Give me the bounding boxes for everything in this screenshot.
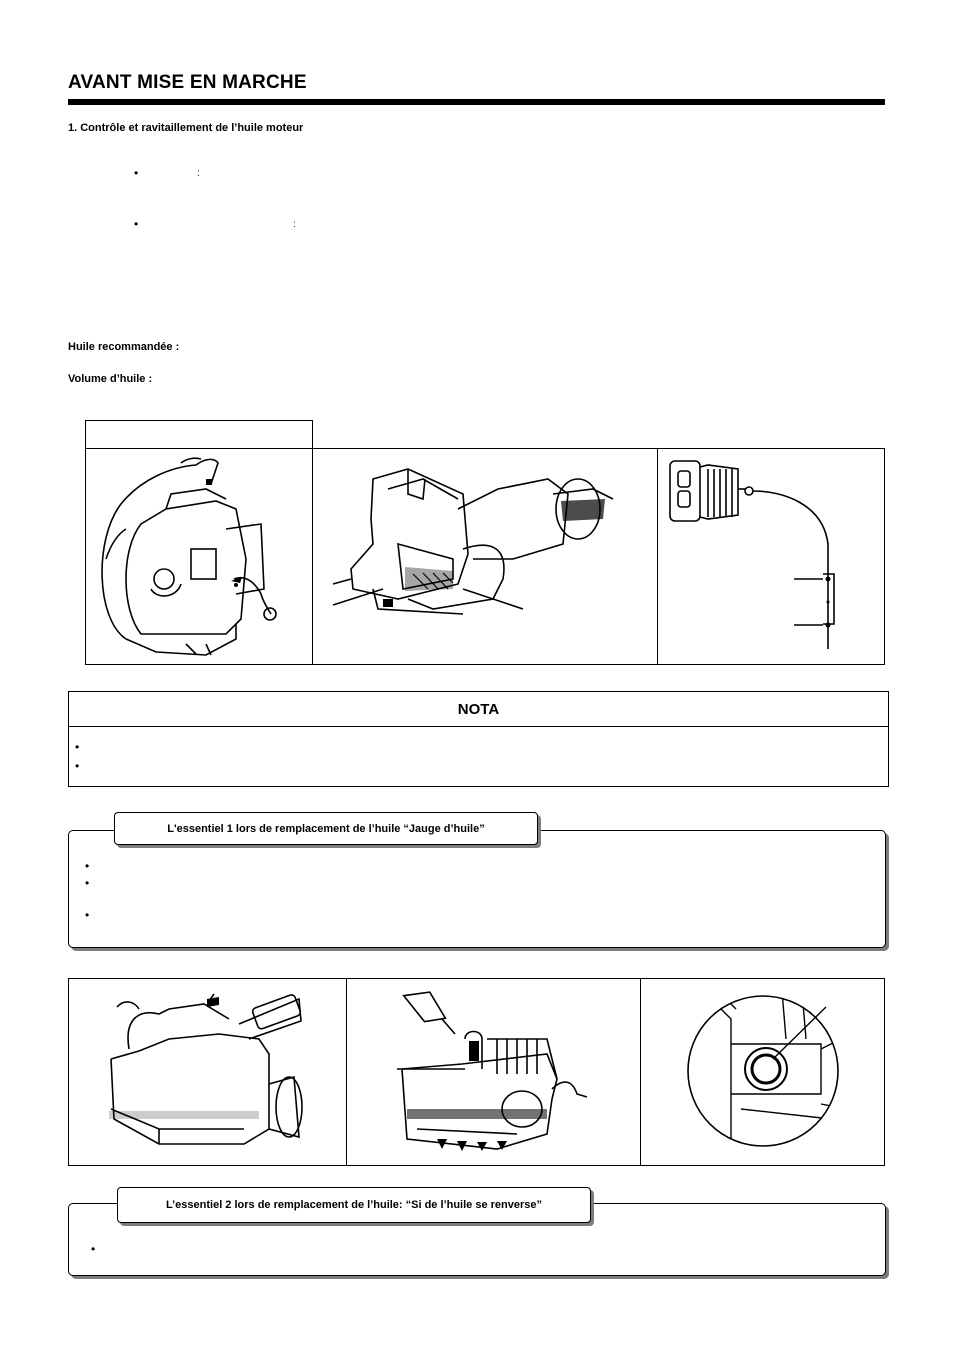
essential-2-tab: L’essentiel 2 lors de remplacement de l’huile: “Si de l’huile se renverse” — [117, 1187, 591, 1223]
essential-1-tab: L'essentiel 1 lors de remplacement de l’huile “Jauge d’huile” — [114, 812, 538, 845]
bullet-2: • — [134, 217, 139, 231]
figure-caption-cell — [85, 420, 313, 449]
oil-crankcase-illustration — [313, 449, 657, 664]
nota-bullet-2: • — [75, 759, 80, 773]
figure-cell-1 — [85, 448, 313, 665]
figure-cell-6 — [640, 978, 885, 1166]
oil-fill-cap-illustration — [347, 979, 640, 1165]
figure-cell-5 — [346, 978, 641, 1166]
blower-engine-illustration — [86, 449, 312, 664]
page-title: AVANT MISE EN MARCHE — [68, 72, 307, 93]
bullet-1-sep: : — [197, 168, 200, 179]
figure-cell-4 — [68, 978, 347, 1166]
figure-cell-2 — [312, 448, 658, 665]
oil-volume-label: Volume d’huile : — [68, 373, 153, 385]
bullet-1: • — [134, 166, 139, 180]
dipstick-illustration — [658, 449, 884, 664]
nota-body — [68, 726, 889, 787]
essential-1-box — [68, 830, 886, 948]
oil-gauge-window-illustration — [641, 979, 884, 1165]
figure-cell-3 — [657, 448, 885, 665]
nota-bullet-1: • — [75, 740, 80, 754]
essential-1-bullet-2: • — [85, 876, 90, 890]
title-rule — [68, 99, 885, 105]
oil-filling-illustration — [69, 979, 346, 1165]
recommended-oil-label: Huile recommandée : — [68, 341, 180, 353]
essential-1-bullet-1: • — [85, 859, 90, 873]
nota-header — [68, 691, 889, 727]
section-heading: 1. Contrôle et ravitaillement de l’huile moteur — [68, 122, 304, 134]
essential-2-bullet-1: • — [91, 1242, 96, 1256]
nota-title: NOTA — [457, 700, 500, 718]
bullet-2-sep: : — [293, 219, 296, 230]
essential-1-bullet-3: • — [85, 908, 90, 922]
